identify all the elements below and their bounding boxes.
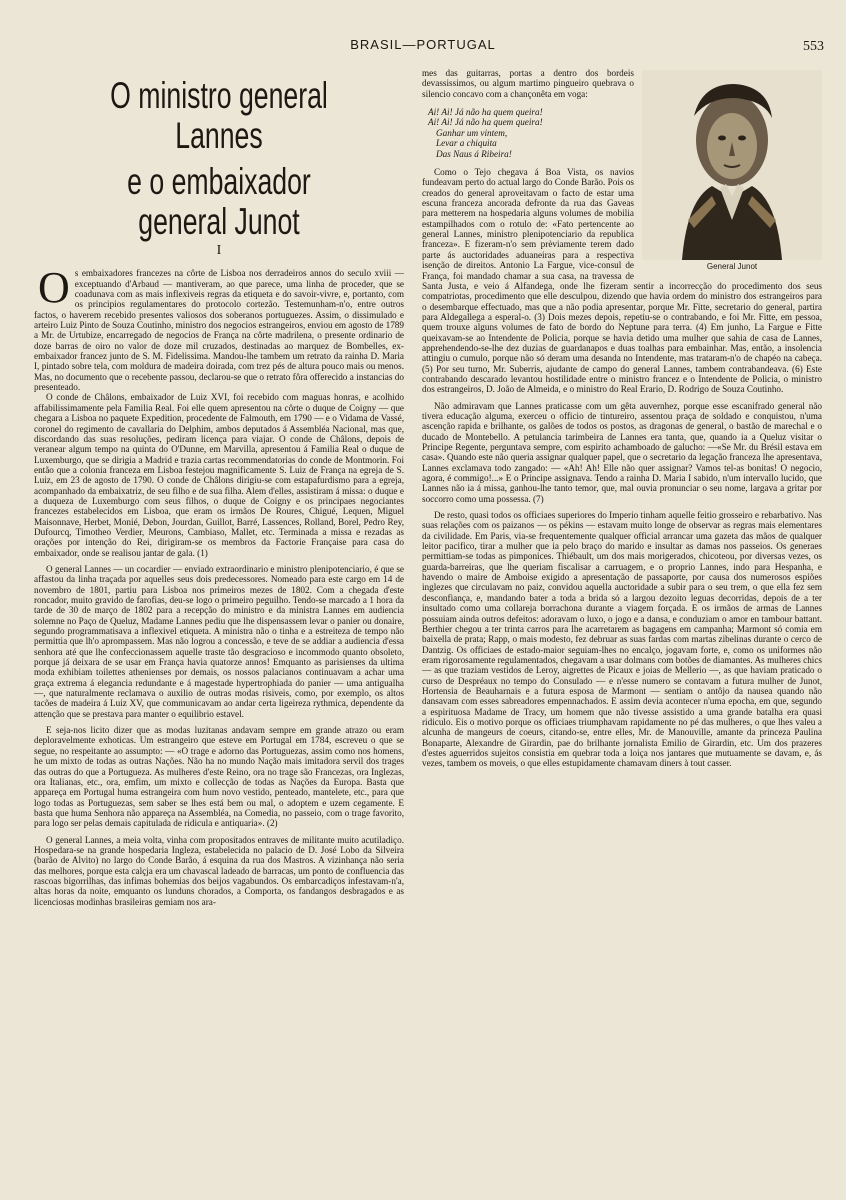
right-column [422,68,822,1190]
article-title-line2: e o embaixador general Junot [127,161,311,242]
running-title: BRASIL—PORTUGAL [350,37,496,52]
verse-line: Levar a chiquita [436,138,497,149]
left-column [34,76,404,1190]
paragraph: De resto, quasi todos os officiaes superiores do Imperio tinham aquelle feitio grosseiro e rebarbativo. Nas suas relações com os paizanos — os pékins — estavam muito longe de observar as regras mais elementares da civilidade. Em Paris, via-se frequentemente qualquer official arrancar uma gazeta das mãos de qualquer leitor pacifico, tirar a mulher que ia pelo braço do marido e insultar as damas nos passeios. Os generaes permittiam-se todas as pimponices. Thiébault, um dos mais morigerados, chicoteou, por diversas vezes, os guarda-barreiras, que lhe queriam fiscalisar a carruagem, e o proprio Lannes, indo para Hespanha, e havendo o maire de Amboise exigido a apresentação de passaporte, por causa dos numerosos espiões inglezes que circulavam no paiz, convidou aquella auctoridade a subir para o seu trem, o que ella fez sem desconfiança, e, mandando bater a toda a brida só a largou dezoito leguas decorridas, depois de a ter insultado como uma collareja borrachona durante a viagem forçada. E os irmãos de armas de Lannes possuiam ainda outros defeitos: adoravam o luxo, o jogo e a dansa, e conduziam o amor en tambour battant. Berthier chegou a ter trinta carros para lhe acarretarem as bagagens em campanha; Marmont só comia em baixella de prata; Rapp, o mais modesto, fez debruar as suas fardas com martas zibelinas durante o cerco de Dantzig. Os officiaes de estado-maior seguiam-lhes no encalço, jogavam forte, e, como os uniformes não eram rigorosamente regulamentados, chegavam a usar dolmans com botões de diamantes. As mulheres chics — as que traziam vestidos de Leroy, aigrettes de Picaux e joias de Mellerio —, as que haviam praticado o curso de Despréaux no tempo do Consulado — e n'esse numero se contavam a futura mulher de Junot, Hortensia de Beauharnais e a futura esposa de Marmont — sentiam o antôjo da nausea quando não dansavam com esses sabreadores empennachados. E assim devia acontecer n'uma epocha, em que, segundo a espirituosa Madame de Tracy, um homem que não tivesse assistido a uma grande batalha era quasi ridiculo. Eis o motivo porque os officiaes triumphavam rapidamente no pé das mulheres, o que lhes valeu a alcunha de mangeurs de coeurs, citando-se, entre elles, Mr. de Manouville, amante da princeza Paulina Bonaparte, Alexandre de Girardin, pae do brilhante jornalista Emilio de Girardin, etc. Um dos prazeres d'estes aguerridos sujeitos consistia em quebrar toda a loiça nos jantares que mutuamente se davam, e, ás vezes, tambem os moveis, o que elles estupidamente chamavam diners à tout casser. [422,510,822,769]
paragraph: O general Lannes — un cocardier — enviado extraordinario e ministro plenipotenciario, é que se affastou da linha traçada por aquelles seus dois predecessores. Nomeado para este cargo em 14 de novembro de 1801, partiu para Lisboa nos primeiros mezes de 1802. Com a chegada d'este roncador, muito gravido de farofias, deu-se logo o primeiro peguilho. Tendo-se marcado a 1 hora da tarde de 30 de março de 1802 para a recepção do ministro e da ministra Lannes em audiencia solemne no Paço de Queluz, Madame Lannes pediu que lhe dispensassem levar o panier ou donaire, segundo programmatisava a inflexivel etiqueta. A ministra não o tinha e a estreiteza de tempo não permittia que lh'o aprompassem. Mas não logrou a concessão, e teve de se addiar a audiencia d'essa senhora até que lhe confeccionassem aquelle traste tão desgracioso e incommodo quanto obsoleto, porque já deixara de se usar em França havia quatorze annos! Emquanto as parisienses da ultima moda exhibiam toilettes athenienses por demais, os nossos palacianos continuavam a achar uma graça extrema á elegancia redundante e á magestade hypertrophiada do panier — uma antigualha —, que naturalmente reclamava o auxilio de outras modas risiveis, como, por exemplo, os altos tacões de madeira á Luiz XV, que communicavam ao andar certa ligeireza rythmica, dependente da attenção que se prestava para manter o equilibrio estavel. [34,563,404,719]
paragraph: E seja-nos licito dizer que as modas luzitanas andavam sempre em grande atrazo ou eram deploravelmente exhoticas. Um estrangeiro que esteve em Portugal em 1784, escreveu o que se segue, no respeitante ao assumpto: — «O trage e adorno das Portuguezas, assim como nos homens, he um mixto de todas as outras Nações. Não ha no mundo Nação mais imitadora servil dos trages das outras do que a Portugueza. As mulheres d'este Reino, ora no trage são Francezas, ora Inglezas, ora Italianas, etc., ora, emfim, um mixto e collecção de todas as Nações da Europa. Basta que appareça em Portugal huma estrangeira com hum novo vestido, penteado, mantelete, etc., para que logo todas as Portuguezas, sem saber se lhes está bem ou mal, o adoptem e uzem cegamente. E basta que huma Senhora não appareça na Assembléa, na Comedia, no passeio, com o trage favorito, para logo ser pelas demais capitulada de ridicula e antiquaria». (2) [34,725,404,829]
paragraph: mes das guitarras, portas a dentro dos bordeis devassissimos, ou algum martimo pingueiro quebrava o silencio concavo com a chançonêta em voga: [422,68,634,99]
portrait-figure [642,70,822,272]
paragraph: O conde de Châlons, embaixador de Luiz XVI, foi recebido com maguas honras, e acolhido affabilissimamente pela Familia Real. Foi elle quem apresentou na côrte o duque de Coigny — que chegara a Lisboa no paquete Expedition, procedente de Falmouth, em 1790 — e o Vidama de Vassé, coronel do regimento de cavallaria do Delphim, ambos deputados á Assembléa Nacional, mas que, discordando das suas resoluções, pediram licença para viajar. O conde de Châlons, depois de veranear algum tempo na quinta do O'Dunne, em Marvilla, apresentou á Familia Real o duque de Luxemburgo, que se dirigia a Madrid e trazia cartas recommendatorias do conde de Montmorin. Foi então que a colonia franceza em Lisboa festejou magnificamente S. Luiz de França na egreja de S. Luiz, em 23 de agosto de 1790. O conde de Châlons dirigiu-se com estapafurdismo para a egreja, acompanhado da embaixatriz, de seu filho e de sua filha. Alem d'elles, assistiram á missa: o duque e a duqueza de Luxemburgo com seus filhos, o duque de Coigny e os principaes negociantes francezes estabelecidos em Lisboa, que eram os irmãos De Roures, Chigué, Lequen, Miguel Maisonnave, Herbet, Monié, Debon, Jourdan, Guillot, Barré, Lassences, Rolland, Borel, Pedro Rey, Dufourcq, Timotheo Verdier, Meurons, Cambiaso, Mallet, etc. Terminada a missa e rezadas as orações por intenção do Rei, dirigiram-se os membros da Factorie Française para casa do embaixador, onde se realisou jantar de gala. (1) [34,392,404,558]
portrait-caption: General Junot [706,262,758,271]
article-title-line1: O ministro general Lannes [110,76,328,156]
page-number: 553 [803,39,824,54]
section-numeral: I [216,243,222,258]
paragraph: Não admiravam que Lannes praticasse com um gêta auvernhez, porque esse escanifrado general não tivera educação alguma, exerceu o officio de tintureiro, assentou praça de soldado e conquistou, n'uma ascenção rapida e brilhante, os galões de todos os postos, as dragonas de general, o bastão de marechal e o ducado de Montebello. A petulancia tarimbeira de Lannes era tanta, que, quando ia a Queluz visitar o Principe Regente, perguntava sempre, com espirito achamboado de galucho: —«Se Mr. du Brésil estava em casa». Quando este não queria assignar qualquer papel, que o secretario da legação franceza lhe apresentava, Lannes exclamava todo zangado: — «Ah! Ah! Elle não quer assignar? Vamos tel-as bonitas! O negocio, agora, é commigo!...» E o Principe assignava. Tendo a rainha D. Maria I sabido, n'um intervallo lucido, que Lannes não ia á missa, ganhou-lhe tanto temor, que, mal ouvia pronunciar o seu nome, largava a gritar por soccorro como uma possessa. (7) [422,400,822,504]
first-paragraph [34,263,404,393]
paragraph: O general Lannes, a meia volta, vinha com propositados entraves de militante muito acutiladiço. Hospedara-se na grande hospedaria Ingleza, estabelecida no palacio de D. José Lobo da Silveira (barão de Alvito) no largo do Conde Barão, á esquina da rua dos Mastros. A vizinhança não seria das melhores, porque esta calçja era um chavascal ladeado de barracas, um ponto de confluencia das rascoas bigorrilhas, das infimas bohemias dos beijos vagabundos. Os embarcadiços infestavam-n'a, altas horas da noite, emquanto os lunduns chorados, a Comporta, os fandangos desbragados e as licenciosas modinhas brasileiras gemiam nos ara- [34,834,404,907]
verse-line: Ganhar um vintem, [436,127,508,138]
paragraph: Como o Tejo chegava á Boa Vista, os navios fundeavam perto do actual largo do Conde Barão. Pois os creados do general aproveitavam o facto de estar uma escuna franceza ancorada defronte da rua das Gaveas para metterem na hospedaria alguns volumes de mobilia estampilhados com o rotulo de: «Fato pertencente ao general Lannes, ministro plenipotenciario da republica franceza». E fizeram-n'o sem prèviamente terem dado parte ás auctoridades aduaneiras para a respectiva isenção de direitos. Antonio La Fargue, vice-consul de França, foi mandado chamar a sua casa, na travessa de Santa Justa, e veio á Alfandega, onde lhe fizeram sentir a incorrecção do procedimento dos seus compatriotas, procedimento que elle desculpou, dizendo que havia ordem do ministro dos estrangeiros para o desembarque effectuado, mas que a não podia apresentar, porque Mr. Fitte, secretario do general, partira para Aldegallega a esperal-o. (3) Dois mezes depois, repetiu-se o contrabando, e foi Mr. Fitte, em pessoa, quem trouxe alguns volumes de fato de bordo do Neptune para terra. (4) Em junho, La Fargue e Fitte queixavam-se ao Intendente de Policia, porque se havia detido uma mulher que sahia de casa de Lannes, apprehendendo-se-lhe dez duzias de guardanapos e duas toalhas para embainhar. Mas, então, a insolencia attingiu o cumulo, porque não só deram uma desanda no Intendente, mas trataram-n'o de chapéo na cabeça. (5) Por seu turno, Mr. Suberris, ajudante de campo do general Lannes, tambem contrabandeava. (6) Este contrabando descarado levantou hostilidade entre o ministro francez e o Intendente de Policia, o ministro dos estrangeiros, D. João de Almeida, e o ministro do Real Erario, D. Rodrigo de Souza Coutinho. [422,167,822,395]
drop-cap: O [38,263,70,313]
verse-line: Das Naus á Ribeira! [436,148,512,159]
junot-portrait-engraving [642,70,822,260]
paragraph: s embaixadores francezes na côrte de Lisboa nos derradeiros annos do seculo xviii — exceptuando d'Arbaud — mantiveram, ao que parece, uma linha de proceder, que se coadunava com as mais inflexiveis regras da etiqueta e do savoir-vivre, e, portanto, com os principios regulamentares do protocolo cortezão. Testemunham-n'o, entre outros factos, o haverem recebido presentes valiosos dos soberanos portuguezes. Assim, o dissimulado e arteiro Luiz Pinto de Souza Coutinho, ministro dos negocios estrangeiros, enviou em agosto de 1789 a Mr. de Urtubize, encarregado de negocios de França na côrte madrilena, o presente ordinario de doze barras de oiro no valor de doze mil cruzados, destinadas ao marquez de Bombelles, ex-embaixador francez junto de S. M. Fidelissima. Mandou-lhe tambem um retrato da rainha D. Maria I, pintado sobre tela, com moldura de madeira doirada, com trez pés de altura pouco mais ou menos. Mas, no documento que o recebente passou, declarou-se que o retrato fôra offerecido a instancias do presenteado. [34,268,404,393]
verse-line: Ai! Ai! Já não ha quem queira! [428,107,543,118]
verse-line: Ai! Ai! Já não ha quem queira! [428,117,543,128]
